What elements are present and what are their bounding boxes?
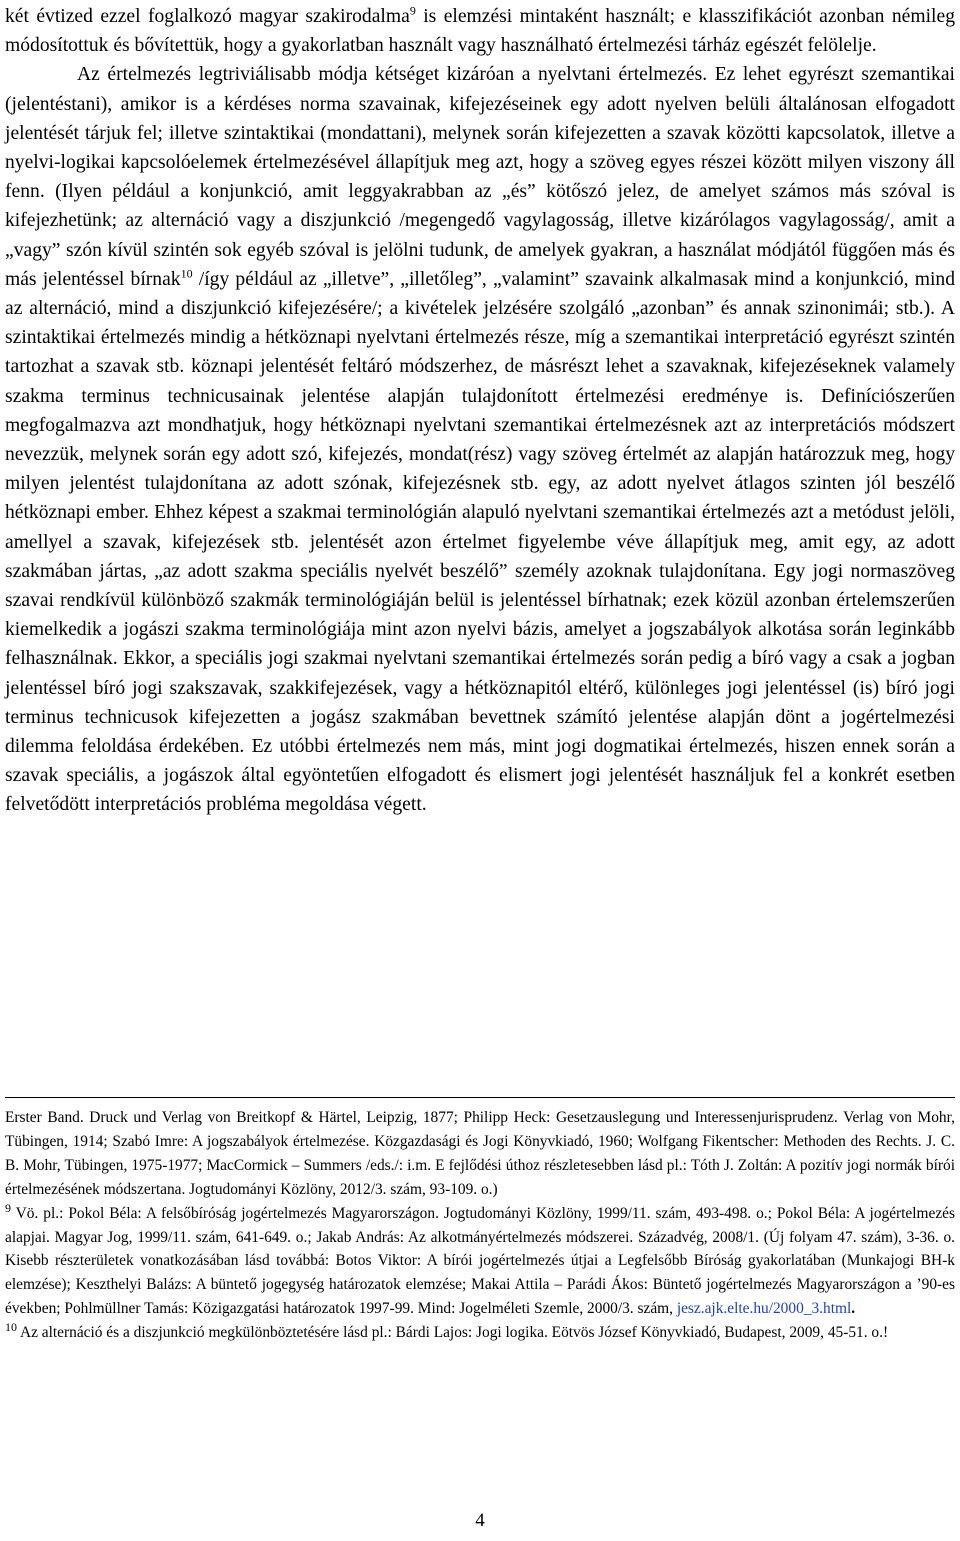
footnote-8-continued: Erster Band. Druck und Verlag von Breitkopf & Härtel, Leipzig, 1877; Philipp Heck: Gesetzauslegung und Interessenjurisprudenz. Verlag von Mohr, Tübingen, 1914; Szabó Imre: A jogszabályok értelmezése. Közgazdasági és Jogi Könyvkiadó, 1960; Wolfgang Fikentscher: Methoden des Rechts. J. C. B. Mohr, Tübingen, 1975-1977; MacCormick – Summers /eds./: i.m. E fejlődési úthoz részletesebben lásd pl.: Tóth J. Zoltán: A pozitív jogi normák bírói értelmezésének módszertana. Jogtudományi Közlöny, 2012/3. szám, 93-109. o.) xyxy=(5,1109,955,1198)
footnotes-section xyxy=(5,1097,955,1345)
footnote-9: $^9$ Vö. pl.: Pokol Béla: A felsőbíróság jogértelmezés Magyarországon. Jogtudományi Közlöny, 1999/11. szám, 493-498. o.; Pokol Béla: A jogértelmezés alapjai. Magyar Jog, 1999/11. szám, 641-649. o.; Jakab András: Az alkotmányértelmezés módszerei. Századvég, 2008/1. (Új folyam 47. szám), 3-36. o. Kisebb részterületek vonatkozásában lásd továbbá: Botos Viktor: A bírói jogértelmezés útjai a Legfelsőbb Bíróság gyakorlatában (Munkajogi BH-k elemzése); Keszthelyi Balázs: A büntető jogegység határozatok elemzése; Makai Attila – Parádi Ákos: Büntető jogértelmezés Magyarországon a ’90-es években; Pohlmüllner Tamás: Közigazgatási határozatok 1997-99. Mind: Jogelméleti Szemle, 2000/3. szám, jesz.ajk.elte.hu/2000_3.html. xyxy=(5,1200,955,1318)
page-number: 4 xyxy=(475,1510,485,1531)
footnote-9-number: 9 xyxy=(5,1200,11,1215)
paragraph-1: két évtized ezzel foglalkozó magyar szakirodalma$^9$ is elemzési mintaként használt; e klasszifikációt azonban némileg módosítottuk és bővítettük, hogy a gyakorlatban használt vagy használható értelmezési tárház egészét felölelje. xyxy=(5,3,955,57)
document-page xyxy=(5,0,955,1541)
footnote-ref-10[interactable]: 10 xyxy=(180,266,193,281)
footnote-9-link[interactable]: jesz.ajk.elte.hu/2000_3.html xyxy=(676,1300,852,1318)
paragraph-2: Az értelmezés legtriviálisabb módja kétséget kizáróan a nyelvtani értelmezés. Ez lehet egyrészt szemantikai (jelentéstani), amikor is a kérdéses norma szavainak, kifejezéseinek egy adott nyelven belüli általánosan elfogadott jelentését tárjuk fel; illetve szintaktikai (mondattani), melynek során kifejezetten a szavak közötti kapcsolatok, illetve a nyelvi-logikai kapcsolóelemek értelmezésével állapítjuk meg azt, hogy a szöveg egyes részei között milyen viszony áll fenn. (Ilyen például a konjunkció, amit leggyakrabban az „és” kötőszó jelez, de amelyet számos más szóval is kifejezhetünk; az alternáció vagy a diszjunkció /megengedő vagylagosság, illetve kizárólagos vagylagosság/, amit a „vagy” szón kívül szintén sok egyéb szóval is jelölni tudunk, de amelyek gyakran, a használat módjától függően más és más jelentéssel bírnak$^{10}$ /így például az „illetve”, „illetőleg”, „valamint” szavaink alkalmasak mind a konjunkció, mind az alternáció, mind a diszjunkció kifejezésére/; a kivételek jelzésére szolgáló „azonban” és annak szinonimái; stb.). A szintaktikai értelmezés mindig a hétköznapi nyelvtani értelmezés része, míg a szemantikai interpretáció egyrészt szintén tartozhat a szavak stb. köznapi jelentését feltáró módszerhez, de másrészt lehet a szavaknak, kifejezéseknek valamely szakma terminus technicusainak jelentése alapján tulajdonított értelmezési eredménye is. Definíciószerűen megfogalmazva azt mondhatjuk, hogy hétköznapi nyelvtani szemantikai értelmezésnek azt az interpretációs módszert nevezzük, melynek során egy adott szó, kifejezés, mondat(rész) vagy szöveg értelmét az alapján határozzuk meg, hogy milyen jelentést tulajdonítana az adott szónak, kifejezésnek stb. egy, az adott nyelvet átlagos szinten jól beszélő hétköznapi ember. Ehhez képest a szakmai terminológián alapuló nyelvtani szemantikai értelmezés azt a metódust jelöli, amellyel a szavak, kifejezések stb. jelentését azon értelmet figyelembe véve állapítjuk meg, amit egy, az adott szakmában jártas, „az adott szakma speciális nyelvét beszélő” személy azoknak tulajdonítana. Egy jogi normaszöveg szavai rendkívül különböző szakmák terminológiáján belül is jelentéssel bírhatnak; ezek közül azonban értelemszerűen kiemelkedik a jogászi szakma terminológiája mint azon nyelvi bázis, amelyet a jogszabályok alkotása során leginkább felhasználnak. Ekkor, a speciális jogi szakmai nyelvtani szemantikai értelmezés során pedig a bíró vagy a csak a jogban jelentéssel bíró jogi szakszavak, szakkifejezések, vagy a hétköznapitól eltérő, különleges jogi jelentéssel (is) bíró jogi terminus technicusok kifejezetten a jogász szakmában bevettnek számító jelentése alapján dönt a jogértelmezési dilemma feloldása érdekében. Ez utóbbi értelmezés nem más, mint jogi dogmatikai értelmezés, hiszen ennek során a szavak speciális, a jogászok által egyöntetűen elfogadott és elismert jogi jelentését használjuk fel a konkrét esetben felvetődött interpretációs probléma megoldása végett. xyxy=(5,64,955,816)
main-text xyxy=(5,2,955,820)
footnote-10: $^{10}$ Az alternáció és a diszjunkció megkülönböztetésére lásd pl.: Bárdi Lajos: Jogi logika. Eötvös József Könyvkiadó, Budapest, 2009, 45-51. o.! xyxy=(5,1320,889,1342)
footnote-10-number: 10 xyxy=(5,1320,17,1335)
footnote-ref-9[interactable]: 9 xyxy=(409,3,416,18)
